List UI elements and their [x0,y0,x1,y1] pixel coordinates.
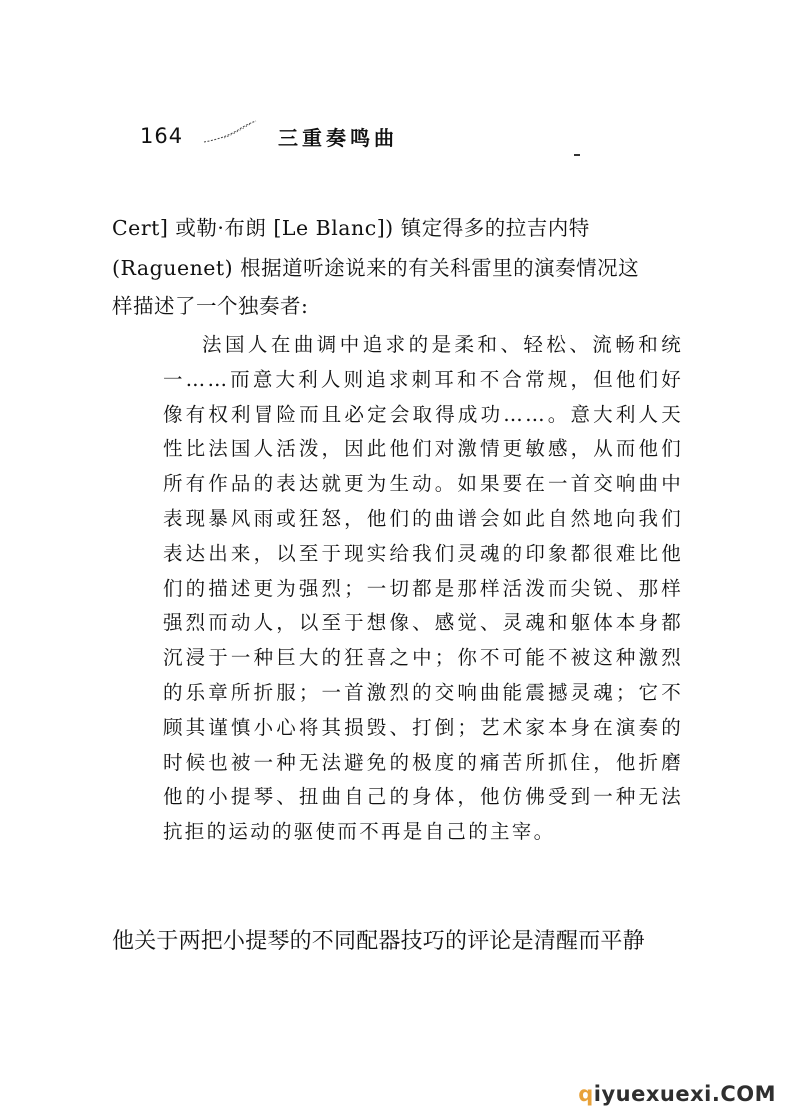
watermark-text: iyuexuexi.COM [593,1082,776,1106]
intro-line-3: 样描述了一个独奏者: [112,294,309,318]
closing-paragraph: 他关于两把小提琴的不同配器技巧的评论是清醒而平静 [112,929,645,954]
header-mark [574,154,580,156]
page-header [140,118,660,158]
site-watermark [578,1082,776,1106]
running-title: 三重奏鸣曲 [278,126,398,150]
watermark-first-letter: q [578,1082,594,1106]
intro-line-1: Cert] 或勒·布朗 [Le Blanc]) 镇定得多的拉吉内特 [112,216,590,240]
block-quote: 法国人在曲调中追求的是柔和、轻松、流畅和统一……而意大利人则追求刺耳和不合常规，但他们好像有权利冒险而且必定会取得成功……。意大利人天性比法国人活泼，因此他们对激情更敏感，从而他们所有作品的表达就更为生动。如果要在一首交响曲中表现暴风雨或狂怒，他们的曲谱会如此自然地向我们表达出来，以至于现实给我们灵魂的印象都很难比他们的描述更为强烈；一切都是那样活泼而尖锐、那样强烈而动人，以至于想像、感觉、灵魂和躯体本身都沉浸于一种巨大的狂喜之中；你不可能不被这种激烈的乐章所折服；一首激烈的交响曲能震撼灵魂；它不顾其谨慎小心将其损毁、打倒；艺术家本身在演奏的时候也被一种无法避免的极度的痛苦所抓住，他折磨他的小提琴、扭曲自己的身体，他仿佛受到一种无法抗拒的运动的驱使而不再是自己的主宰。 [163,333,683,844]
intro-line-2: (Raguenet) 根据道听途说来的有关科雷里的演奏情况这 [112,256,640,280]
flourish-ornament-icon [202,120,258,144]
page-number: 164 [140,124,184,148]
